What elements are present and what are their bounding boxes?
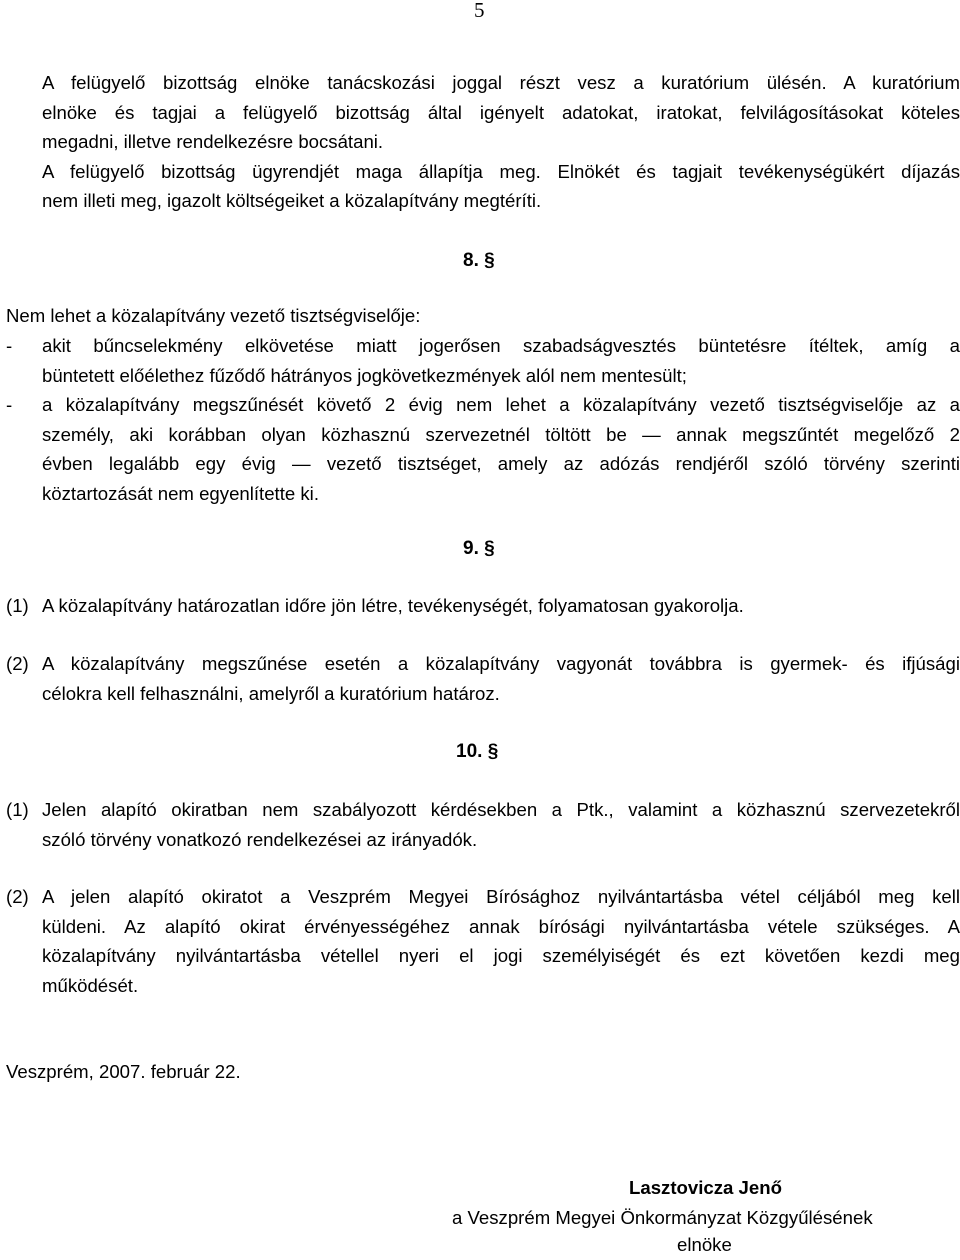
text-line: közalapítvány nyilvántartásba vétellel nyeri el jogi személyiségét és ezt követően kezdi meg [42,945,960,966]
section-heading-8: 8. § [463,250,495,271]
text-line: személy, aki korábban olyan közhasznú szervezetnél töltött be — annak megszűntét megelőző 2 [42,423,960,445]
text-line: Jelen alapító okiratban nem szabályozott kérdésekben a Ptk., valamint a közhasznú szervezetekről [42,799,960,820]
text-line: A jelen alapító okiratot a Veszprém Megyei Bírósághoz nyilvántartásba vétel céljából meg kell [42,886,960,907]
signature-name: Lasztovicza Jenő [629,1177,782,1198]
text-line: akit bűncselekmény elkövetése miatt jogerősen szabadságvesztés büntetésre ítéltek, amíg a [42,335,960,356]
item-number: (2) [6,886,29,907]
place-date: Veszprém, 2007. február 22. [6,1061,241,1082]
text-line: A közalapítvány megszűnése esetén a közalapítvány vagyonát továbbra is gyermek- és ifjúsági [42,653,960,674]
text-line: A közalapítvány határozatlan időre jön létre, tevékenységét, folyamatosan gyakorolja. [42,595,744,616]
text-line: működését. [42,974,139,996]
signature-title: a Veszprém Megyei Önkormányzat Közgyűlésének [452,1207,873,1228]
list-marker: - [6,335,13,356]
text-line: célokra kell felhasználni, amelyről a kuratórium határoz. [42,682,500,704]
signature-title-continued: elnöke [677,1234,732,1255]
text-line: küldeni. Az alapító okirat érvényességéhez annak bírósági nyilvántartásba vétele szükséges. A [42,915,960,937]
item-number: (1) [6,595,29,616]
list-marker: - [6,394,13,415]
page-number: 5 [474,0,485,22]
text-line: köztartozását nem egyenlítette ki. [42,482,319,504]
section-heading-9: 9. § [463,538,495,559]
item-number: (1) [6,799,29,820]
paragraph-supervisory-board [42,68,960,216]
text-line: büntetett előélethez fűződő hátrányos jogkövetkezmények alól nem mentesült; [42,364,687,386]
text-line: évben legalább egy évig — vezető tisztséget, amely az adózás rendjéről szóló törvény szerinti [42,453,960,474]
text-line: szóló törvény vonatkozó rendelkezései az irányadók. [42,828,478,850]
text-line: A felügyelő bizottság elnöke tanácskozási joggal részt vesz a kuratórium ülésén. A kuratórium [42,72,960,93]
text-line: megadni, illetve rendelkezésre bocsátani. [42,131,384,152]
text-line: elnöke és tagjai a felügyelő bizottság által igényelt adatokat, iratokat, felvilágosításokat köteles [42,101,960,123]
section-8-intro: Nem lehet a közalapítvány vezető tisztségviselője: [6,305,421,326]
text-line: a közalapítvány megszűnését követő 2 évig nem lehet a közalapítvány vezető tisztségviselője az a [42,394,960,415]
item-number: (2) [6,653,29,674]
section-heading-10: 10. § [456,741,499,762]
text-line: A felügyelő bizottság ügyrendjét maga állapítja meg. Elnökét és tagjait tevékenységükért díjazás [42,160,960,182]
text-line: nem illeti meg, igazolt költségeiket a közalapítvány megtéríti. [42,190,542,211]
